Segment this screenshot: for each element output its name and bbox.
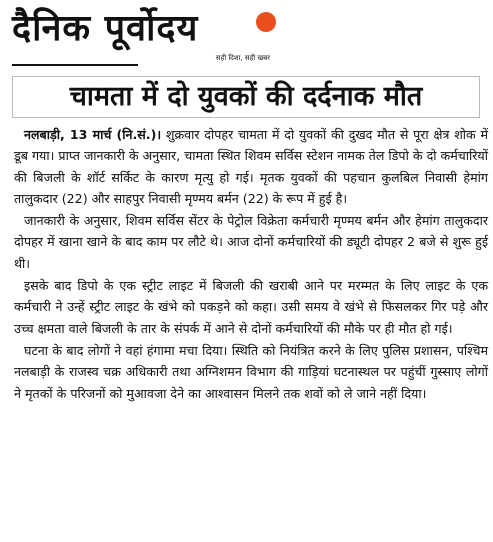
newspaper-logo-title: दैनिक पूर्वोदय bbox=[12, 8, 199, 49]
newspaper-masthead bbox=[12, 4, 282, 66]
article-paragraph-text: शुक्रवार दोपहर चामता में दो युवकों की दुखद मौत से पूरा क्षेत्र शोक में डूब गया। प्राप्त जानकारी के अनुसार, चामता स्थित शिवम सर्विस स्टेशन नामक तेल डिपो के दो कर्मचारियों की बिजली के शॉर्ट सर्किट के कारण मृत्यु हो गई। मृतक युवकों की पहचान कुलबिल निवासी हेमांग तालुकदार (22) और साहपुर निवासी मृण्मय बर्मन (22) के रूप में हुई है। bbox=[14, 127, 488, 206]
article-dateline: नलबाड़ी, 13 मार्च (नि.सं.)। bbox=[24, 127, 162, 142]
article-paragraph: घटना के बाद लोगों ने वहां हंगामा मचा दिया। स्थिति को नियंत्रित करने के लिए पुलिस प्रशासन, पश्चिम नलबाड़ी के राजस्व चक्र अधिकारी तथा अग्निशमन विभाग की गाड़ियां घटनास्थल पर पहुंचीं गुस्साए लोगों ने मृतकों के परिजनों को मुआवजा देने का आश्वासन मिलने तक शवों को ले जाने नहीं दिया। bbox=[14, 342, 488, 401]
article-paragraph: इसके बाद डिपो के एक स्ट्रीट लाइट में बिजली की खराबी आने पर मरम्मत के लिए लाइट के एक कर्मचारी ने उन्हें स्ट्रीट लाइट के खंभे को पकड़ने को कहा। उसी समय वे खंभे से फिसलकर गिर पड़े और उच्च क्षमता वाले बिजली के तार के संपर्क में आने से दोनों कर्मचारियों की मौके पर ही मौत हो गई। bbox=[14, 278, 488, 336]
headline-box bbox=[12, 76, 480, 118]
newspaper-tagline: सही दिशा, सही खबर bbox=[215, 54, 270, 62]
article-body bbox=[14, 124, 488, 404]
article-paragraph: जानकारी के अनुसार, शिवम सर्विस सेंटर के पेट्रोल विक्रेता कर्मचारी मृण्मय बर्मन और हेमांग तालुकदार दोपहर में खाना खाने के बाद काम पर लौटे थे। आज दोनों कर्मचारियों की ड्यूटी दोपहर 2 बजे से शुरू हुई थी। bbox=[14, 213, 488, 271]
sun-logo-icon bbox=[256, 12, 276, 32]
masthead-divider bbox=[12, 64, 138, 66]
article-headline: चामता में दो युवकों की दर्दनाक मौत bbox=[69, 81, 423, 112]
article-paragraph bbox=[14, 124, 488, 209]
